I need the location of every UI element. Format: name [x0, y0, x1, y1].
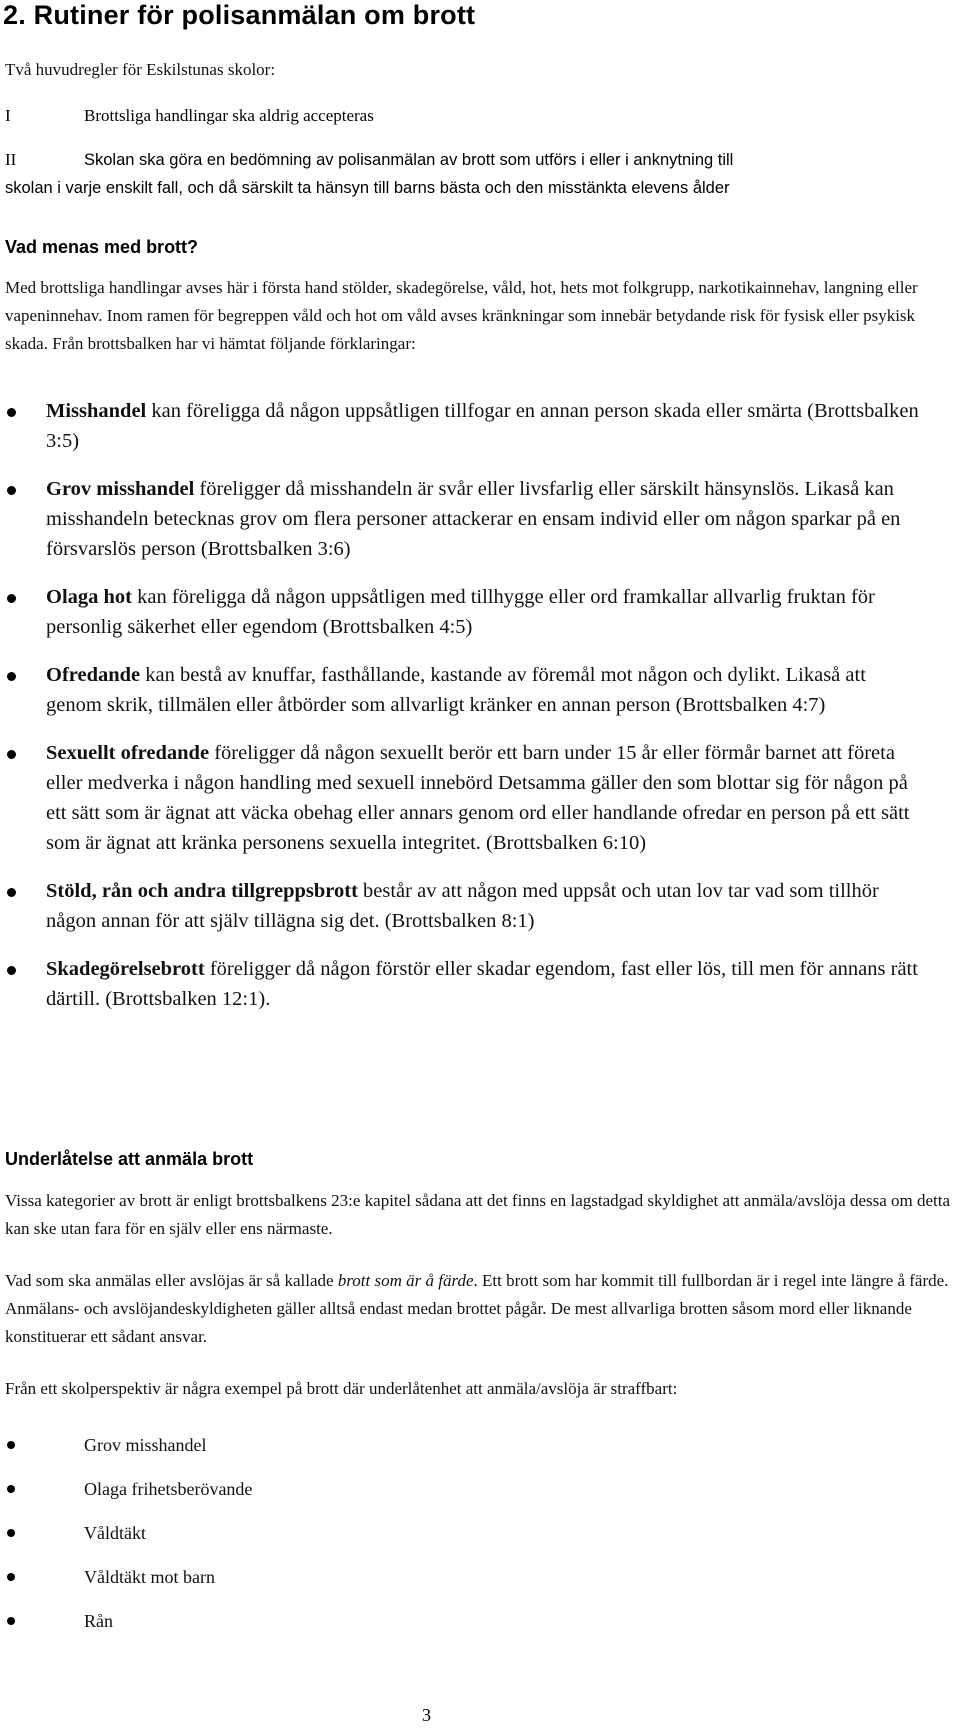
section-paragraph: Vissa kategorier av brott är enligt brottsbalkens 23:e kapitel sådana att det finns en lagstadgad skyldighet att anmäla/avslöja dessa om detta kan ske utan fara för en själv eller ens närmaste.	[5, 1191, 951, 1238]
example-label: Rån	[84, 1611, 113, 1631]
section-heading: Underlåtelse att anmäla brott	[5, 1149, 254, 1169]
list-item	[0, 1555, 960, 1599]
bullet-icon	[7, 594, 16, 603]
page-title: 2. Rutiner för polisanmälan om brott	[3, 0, 476, 30]
definition-item	[0, 738, 926, 858]
paragraph-text: . Ett brott som har kommit till fullbordan är i regel inte längre å färde. Anmälans- och avslöjandeskyldigheten gäller alltså endast medan brottet pågår. De mest allvarliga brotten såsom mord eller liknande konstituerar ett sådant ansvar.	[5, 1271, 949, 1346]
example-label: Grov misshandel	[84, 1435, 207, 1455]
examples-list	[0, 1423, 960, 1643]
bullet-icon	[7, 1485, 15, 1493]
bullet-icon	[7, 486, 16, 495]
rule-text: Skolan ska göra en bedömning av polisanmälan av brott som utförs i eller i anknytning till	[84, 151, 734, 169]
rule-number: I	[5, 106, 11, 125]
bullet-icon	[7, 750, 16, 759]
example-label: Olaga frihetsberövande	[84, 1479, 253, 1499]
bullet-icon	[7, 408, 16, 417]
section-paragraph: Från ett skolperspektiv är några exempel på brott där underlåtenhet att anmäla/avslöja är straffbart:	[5, 1379, 678, 1398]
bullet-icon	[7, 1441, 15, 1449]
rule-text: Brottsliga handlingar ska aldrig accepteras	[84, 106, 374, 125]
section-paragraph: Med brottsliga handlingar avses här i första hand stölder, skadegörelse, våld, hot, hets mot folkgrupp, narkotikainnehav, langning eller vapeninnehav. Inom ramen för begreppen våld och hot om våld avses kränkningar som innebär betydande risk för fysisk eller psykisk skada. Från brottsbalken har vi hämtat följande förklaringar:	[5, 278, 918, 353]
definition-term: Grov misshandel	[46, 478, 195, 500]
definition-term: Ofredande	[46, 664, 141, 686]
section-heading: Vad menas med brott?	[5, 237, 199, 257]
definition-text: föreligger då någon förstör eller skadar egendom, fast eller lös, till men för annans rätt därtill. (Brottsbalken 12:1).	[46, 958, 918, 1010]
definition-item	[0, 582, 926, 642]
definition-text: består av att någon med uppsåt och utan lov tar vad som tillhör någon annan för att själv tillägna sig det. (Brottsbalken 8:1)	[46, 880, 879, 932]
definition-text: föreligger då misshandeln är svår eller livsfarlig eller särskilt hänsynslös. Likaså kan misshandeln betecknas grov om flera personer attackerar en ensam individ eller om någon sparkar på en försvarslös person (Brottsbalken 3:6)	[46, 478, 901, 560]
definition-item	[0, 474, 926, 564]
list-item	[0, 1511, 960, 1555]
bullet-icon	[7, 1529, 15, 1537]
list-item	[0, 1423, 960, 1467]
definition-term: Olaga hot	[46, 586, 132, 608]
definition-text: kan bestå av knuffar, fasthållande, kastande av föremål mot någon och dylikt. Likaså att genom skrik, tillmälen eller åtbörder som allvarligt kränker en annan person (Brottsbalken 4:7)	[46, 664, 866, 716]
definition-text: kan föreligga då någon uppsåtligen med tillhygge eller ord framkallar allvarlig fruktan för personlig säkerhet eller egendom (Brottsbalken 4:5)	[46, 586, 875, 638]
example-label: Våldtäkt	[84, 1523, 146, 1543]
bullet-icon	[7, 1573, 15, 1581]
list-item	[0, 1467, 960, 1511]
list-item	[0, 1599, 960, 1643]
intro-text: Två huvudregler för Eskilstunas skolor:	[5, 60, 276, 79]
definition-item	[0, 660, 926, 720]
definition-term: Stöld, rån och andra tillgreppsbrott	[46, 880, 358, 902]
page-number: 3	[422, 1705, 431, 1725]
emphasized-term: brott som är å färde	[337, 1271, 474, 1290]
bullet-icon	[7, 672, 16, 681]
bullet-icon	[7, 966, 16, 975]
example-label: Våldtäkt mot barn	[84, 1567, 215, 1587]
definition-term: Sexuellt ofredande	[46, 742, 210, 764]
paragraph-text: Vad som ska anmälas eller avslöjas är så kallade	[5, 1271, 338, 1290]
definitions-list	[0, 396, 960, 1032]
bullet-icon	[7, 888, 16, 897]
definition-text: kan föreligga då någon uppsåtligen tillfogar en annan person skada eller smärta (Brottsbalken 3:5)	[46, 400, 919, 452]
bullet-icon	[7, 1617, 15, 1625]
definition-term: Skadegörelsebrott	[46, 958, 205, 980]
definition-term: Misshandel	[46, 400, 147, 422]
rule-text-continued: skolan i varje enskilt fall, och då särskilt ta hänsyn till barns bästa och den misstänkta elevens ålder	[5, 179, 730, 197]
definition-item	[0, 954, 926, 1014]
rule-number: II	[5, 150, 17, 169]
section-paragraph	[5, 1267, 955, 1351]
definition-text: föreligger då någon sexuellt berör ett barn under 15 år eller förmår barnet att företa eller medverka i någon handling med sexuell innebörd Detsamma gäller den som blottar sig för någon på ett sätt som är ägnat att väcka obehag eller annars genom ord eller handlande ofredar en person på ett sätt som är ägnat att kränka personens sexuella integritet. (Brottsbalken 6:10)	[46, 742, 910, 854]
definition-item	[0, 396, 926, 456]
definition-item	[0, 876, 926, 936]
